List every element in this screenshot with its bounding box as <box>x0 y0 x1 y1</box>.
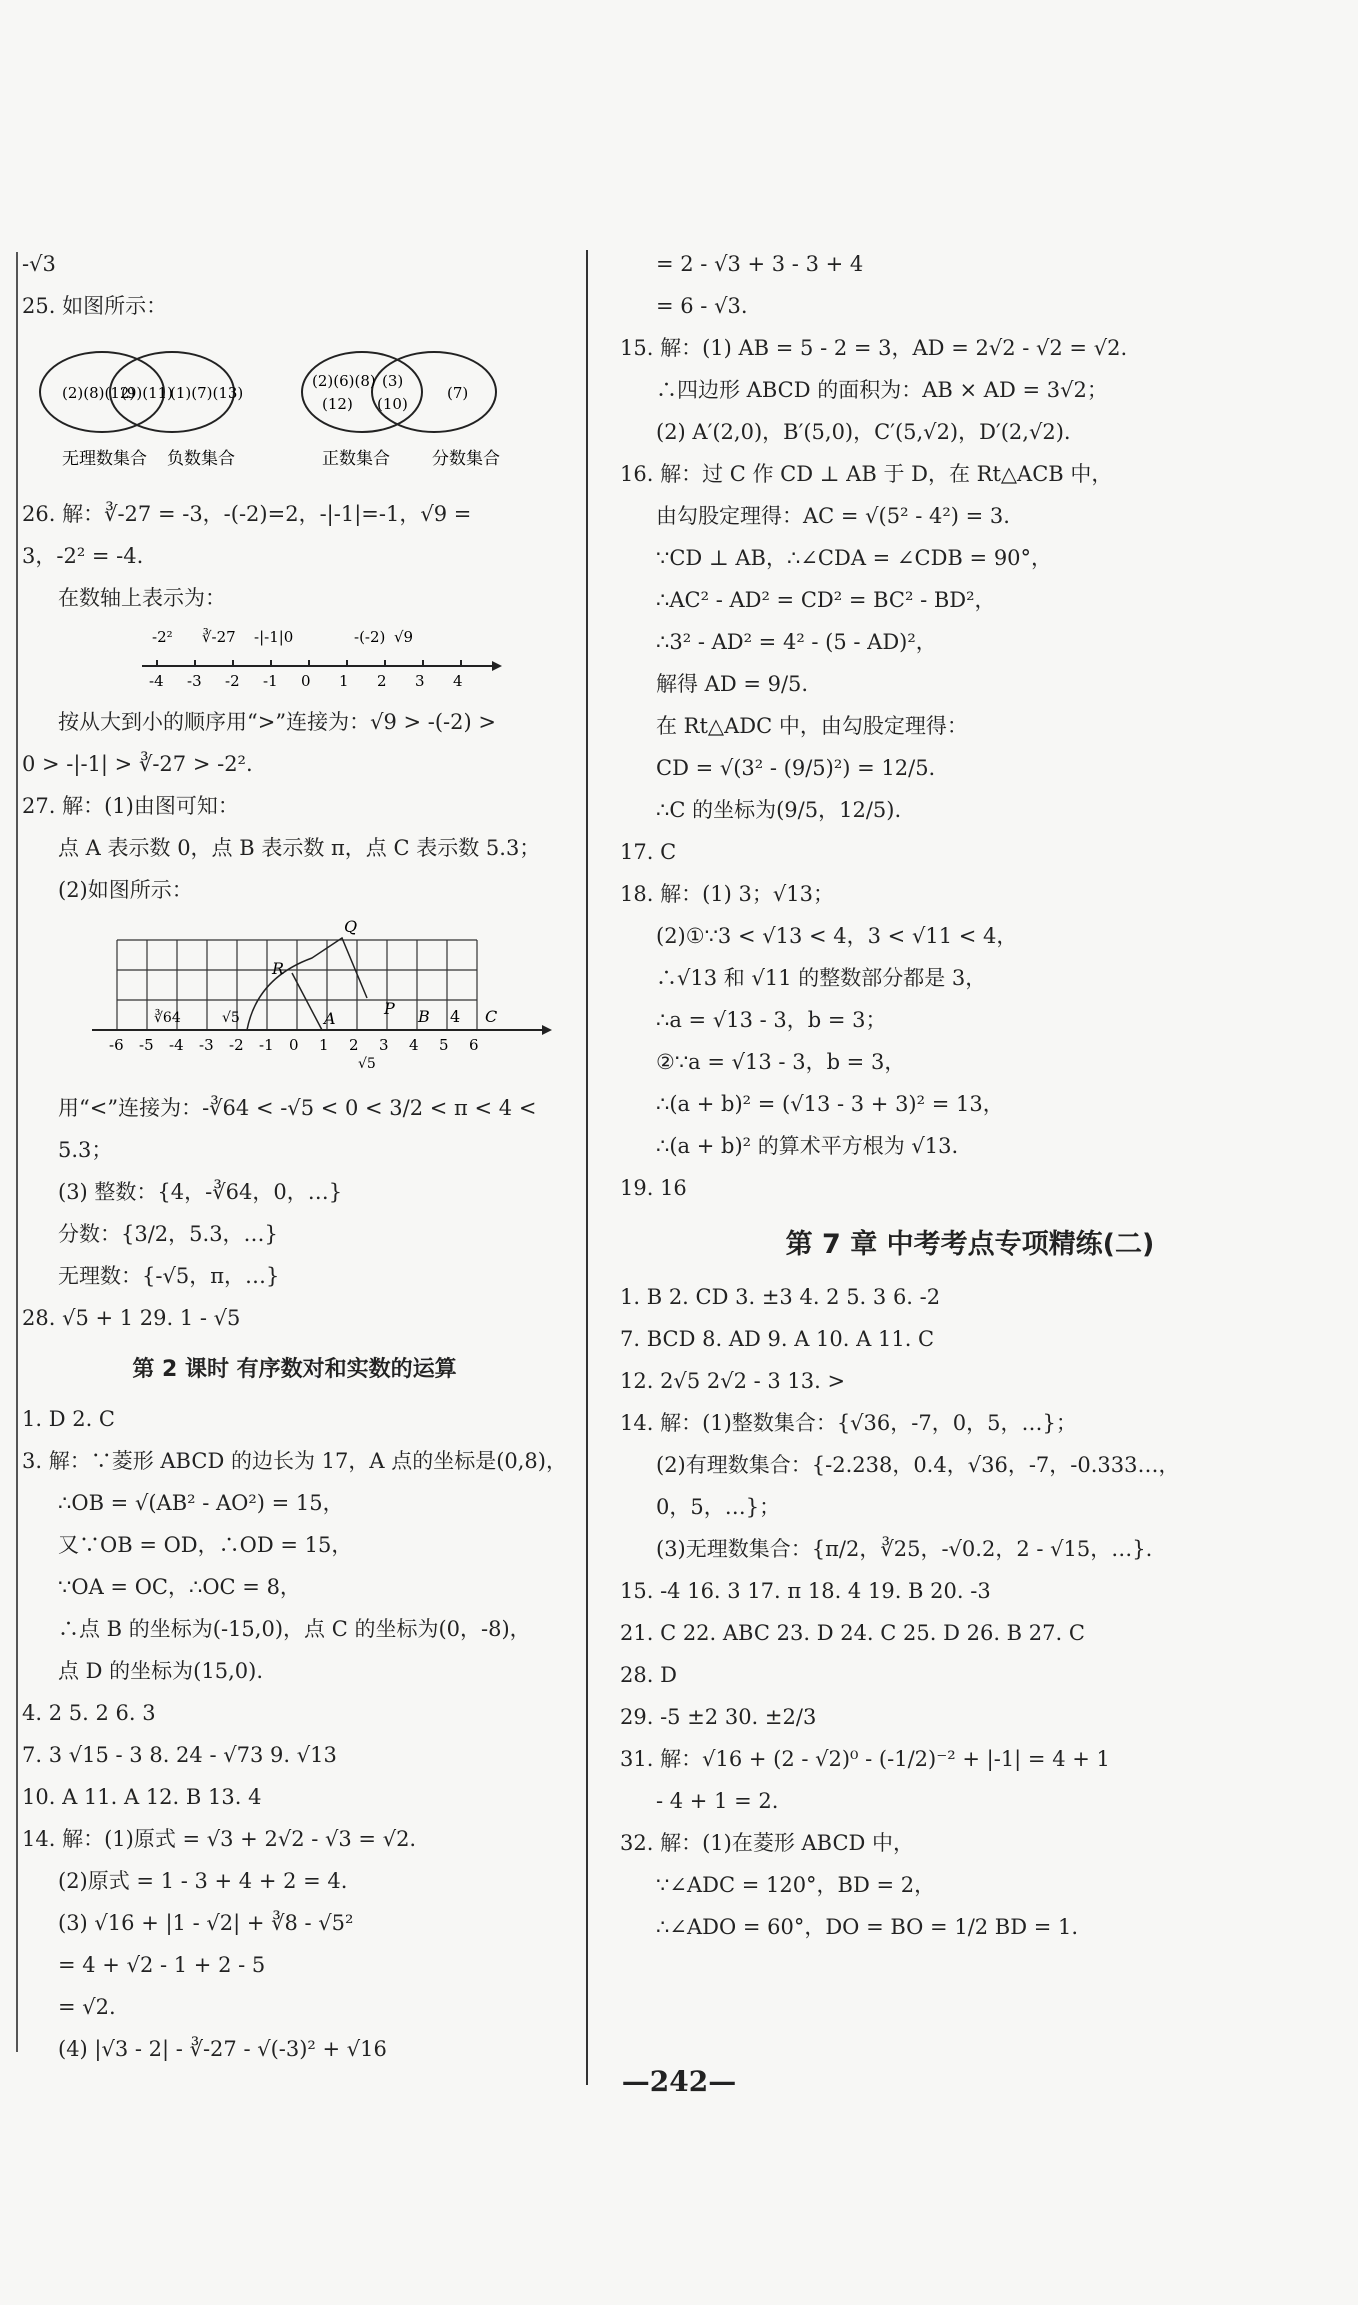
tick-label: 1 <box>319 1036 329 1054</box>
venn-ellipse <box>372 352 496 432</box>
answer-line: ∴点 B 的坐标为(-15,0)，点 C 的坐标为(0，-8)， <box>58 1617 531 1641</box>
venn-svg <box>22 334 562 484</box>
answer-line: 7. BCD 8. AD 9. A 10. A 11. C <box>620 1327 935 1351</box>
answer-line: 5.3； <box>58 1138 113 1162</box>
venn-label: (3) <box>382 372 404 390</box>
answer-line: 18. 解：(1) 3；√13； <box>620 882 834 906</box>
answer-line: = 6 - √3. <box>656 294 748 318</box>
venn-label: (2)(6)(8) <box>312 372 376 390</box>
answer-line: ∵CD ⊥ AB，∴∠CDA = ∠CDB = 90°， <box>656 546 1053 570</box>
answer-line: ∴AC² - AD² = CD² = BC² - BD²， <box>656 588 996 612</box>
tick-label: -2 <box>225 672 240 690</box>
answer-line: 0，5，…}； <box>656 1495 781 1519</box>
answer-line: 在 Rt△ADC 中，由勾股定理得： <box>656 714 968 738</box>
point-label: R <box>272 959 285 978</box>
answer-line: ∵∠ADC = 120°，BD = 2， <box>656 1873 936 1897</box>
tick-label: -1 <box>263 672 278 690</box>
tick-label: 6 <box>469 1036 479 1054</box>
number-line-point-label: ∛-27 <box>202 628 236 646</box>
tick-label: 3 <box>415 672 425 690</box>
answer-line: ∴(a + b)² 的算术平方根为 √13. <box>656 1134 959 1158</box>
answer-line: 14. 解：(1)整数集合：{√36，-7，0，5，…}； <box>620 1411 1077 1435</box>
venn-label: (10) <box>377 395 408 413</box>
margin-rule <box>16 252 18 2052</box>
answer-line: 32. 解：(1)在菱形 ABCD 中， <box>620 1831 915 1855</box>
answer-line: = 4 + √2 - 1 + 2 - 5 <box>58 1953 266 1977</box>
point-label: Q <box>344 918 358 936</box>
tick-label: 2 <box>349 1036 359 1054</box>
arrow-icon <box>542 1025 552 1035</box>
point-label: P <box>384 999 395 1018</box>
answer-line: (3) √16 + |1 - √2| + ∛8 - √5² <box>58 1911 354 1935</box>
answer-line: CD = √(3² - (9/5)²) = 12/5. <box>656 756 936 780</box>
answer-line: (3)无理数集合：{π/2，∛25，-√0.2，2 - √15，…}. <box>656 1537 1153 1561</box>
venn-label: (1)(7)(13) <box>170 384 244 402</box>
answer-line: 由勾股定理得：AC = √(5² - 4²) = 3. <box>656 504 1010 528</box>
answer-line: 29. -5 ±2 30. ±2/3 <box>620 1705 817 1729</box>
answer-line: 7. 3 √15 - 3 8. 24 - √73 9. √13 <box>22 1743 337 1767</box>
number-line-point-label: -2² <box>152 628 173 646</box>
answer-line: 17. C <box>620 840 677 864</box>
number-line-svg <box>22 626 562 692</box>
answer-line: ∴3² - AD² = 4² - (5 - AD)²， <box>656 630 937 654</box>
answer-line: ∴OB = √(AB² - AO²) = 15， <box>58 1491 344 1515</box>
answer-line: 用“<”连接为：-∛64 < -√5 < 0 < 3/2 < π < 4 < <box>58 1096 537 1120</box>
tick-label: -2 <box>229 1036 244 1054</box>
answer-line: = √2. <box>58 1995 116 2019</box>
venn-ellipse <box>302 352 422 432</box>
right-column <box>620 250 1320 1955</box>
answer-line: 1. D 2. C <box>22 1407 116 1431</box>
answer-line: (2)如图所示： <box>58 878 193 902</box>
page-number: —242— <box>621 2065 737 2098</box>
venn-label: (7) <box>447 384 469 402</box>
number-line-point-label: -|-1|0 <box>254 628 294 646</box>
answer-line: - 4 + 1 = 2. <box>656 1789 779 1813</box>
arrow-icon <box>492 661 502 671</box>
answer-line: 无理数：{-√5，π，…} <box>58 1264 280 1288</box>
tick-label: -4 <box>149 672 164 690</box>
answer-line: (3) 整数：{4，-∛64，0，…} <box>58 1180 343 1204</box>
answer-line: 3. 解：∵菱形 ABCD 的边长为 17，A 点的坐标是(0,8)， <box>22 1449 567 1473</box>
number-line-ticks <box>149 660 463 690</box>
answer-line: 0 > -|-1| > ∛-27 > -2². <box>22 752 253 776</box>
answer-line: 1. B 2. CD 3. ±3 4. 2 5. 3 6. -2 <box>620 1285 941 1309</box>
answer-line: 点 A 表示数 0，点 B 表示数 π，点 C 表示数 5.3； <box>58 836 541 860</box>
chapter-heading: 第 7 章 中考考点专项精练(二) <box>785 1229 1155 1260</box>
answer-line: 25. 如图所示： <box>22 294 168 318</box>
construction-arc <box>247 938 367 1030</box>
answer-line: 15. -4 16. 3 17. π 18. 4 19. B 20. -3 <box>620 1579 991 1603</box>
answer-line: 14. 解：(1)原式 = √3 + 2√2 - √3 = √2. <box>22 1827 417 1851</box>
number-line-figure <box>22 626 567 692</box>
tick-label: 4 <box>453 672 463 690</box>
venn-diagrams <box>22 334 567 484</box>
answer-line: 19. 16 <box>620 1176 687 1200</box>
tick-label: -3 <box>187 672 202 690</box>
venn-label: (2)(8)(12) <box>62 384 136 402</box>
number-line-point-label: -(-2) <box>354 628 386 646</box>
point-label: √5 <box>222 1010 240 1026</box>
grid-ticks <box>109 1036 479 1054</box>
answer-line: 26. 解：∛-27 = -3，-(-2)=2，-|-1|=-1，√9 = <box>22 502 472 526</box>
tick-label: 1 <box>339 672 349 690</box>
answer-line: 28. D <box>620 1663 677 1687</box>
answer-line: 12. 2√5 2√2 - 3 13. > <box>620 1369 846 1393</box>
venn-label: (9)(11) <box>121 384 174 402</box>
answer-line: = 2 - √3 + 3 - 3 + 4 <box>656 252 864 276</box>
venn-caption: 无理数集合 <box>62 449 147 469</box>
answer-line: (2)原式 = 1 - 3 + 4 + 2 = 4. <box>58 1869 348 1893</box>
tick-label: 0 <box>301 672 311 690</box>
answer-line: 31. 解：√16 + (2 - √2)⁰ - (-1/2)⁻² + |-1| = 4 + 1 <box>620 1747 1110 1771</box>
grid-number-line-figure <box>22 918 567 1078</box>
tick-label: 0 <box>289 1036 299 1054</box>
tick-label: 3 <box>379 1036 389 1054</box>
tick-label: -6 <box>109 1036 124 1054</box>
column-divider <box>586 250 588 2085</box>
point-label: B <box>418 1007 430 1026</box>
number-line-point-label: √9 <box>394 628 414 646</box>
answer-line: ∴∠ADO = 60°，DO = BO = 1/2 BD = 1. <box>656 1915 1079 1939</box>
answer-line: ∴四边形 ABCD 的面积为：AB × AD = 3√2； <box>656 378 1108 402</box>
answer-line: 28. √5 + 1 29. 1 - √5 <box>22 1306 241 1330</box>
answer-line: ∵OA = OC，∴OC = 8， <box>58 1575 301 1599</box>
answer-line: -√3 <box>22 252 56 276</box>
answer-line: 分数：{3/2，5.3，…} <box>58 1222 278 1246</box>
point-label: C <box>485 1007 498 1026</box>
point-label: 4 <box>450 1007 461 1026</box>
tick-label: -3 <box>199 1036 214 1054</box>
answer-line: ②∵a = √13 - 3，b = 3， <box>656 1050 906 1074</box>
venn-caption: 分数集合 <box>432 449 500 469</box>
answer-line: 3，-2² = -4. <box>22 544 144 568</box>
answer-line: 又∵OB = OD，∴OD = 15， <box>58 1533 353 1557</box>
point-label: A <box>324 1009 336 1028</box>
answer-line: (2)①∵3 < √13 < 4，3 < √11 < 4， <box>656 924 1018 948</box>
answer-line: 4. 2 5. 2 6. 3 <box>22 1701 156 1725</box>
point-label: √5 <box>358 1056 376 1072</box>
answer-line: (2)有理数集合：{-2.238，0.4，√36，-7，-0.333…， <box>656 1453 1180 1477</box>
tick-label: 5 <box>439 1036 449 1054</box>
answer-line: ∴a = √13 - 3，b = 3； <box>656 1008 887 1032</box>
venn-caption: 负数集合 <box>167 449 235 469</box>
tick-label: -5 <box>139 1036 154 1054</box>
answer-line: 27. 解：(1)由图可知： <box>22 794 239 818</box>
venn-caption: 正数集合 <box>322 449 390 469</box>
tick-label: -1 <box>259 1036 274 1054</box>
answer-line: 15. 解：(1) AB = 5 - 2 = 3，AD = 2√2 - √2 = √2. <box>620 336 1128 360</box>
answer-line: (4) |√3 - 2| - ∛-27 - √(-3)² + √16 <box>58 2037 387 2061</box>
section-heading: 第 2 课时 有序数对和实数的运算 <box>132 1357 457 1382</box>
answer-line: 16. 解：过 C 作 CD ⊥ AB 于 D，在 Rt△ACB 中， <box>620 462 1113 486</box>
answer-line: (2) A′(2,0)，B′(5,0)，C′(5,√2)，D′(2,√2). <box>656 420 1071 444</box>
answer-line: 按从大到小的顺序用“>”连接为：√9 > -(-2) > <box>58 710 496 734</box>
grid-svg <box>22 918 562 1078</box>
answer-line: ∴(a + b)² = (√13 - 3 + 3)² = 13， <box>656 1092 1004 1116</box>
answer-line: 在数轴上表示为： <box>58 586 226 610</box>
answer-line: 21. C 22. ABC 23. D 24. C 25. D 26. B 27. C <box>620 1621 1085 1645</box>
tick-label: -4 <box>169 1036 184 1054</box>
tick-label: 2 <box>377 672 387 690</box>
venn-label: (12) <box>322 395 353 413</box>
tick-label: 4 <box>409 1036 419 1054</box>
answer-line: 解得 AD = 9/5. <box>656 672 809 696</box>
point-label: ∛64 <box>154 1010 181 1026</box>
answer-line: ∴√13 和 √11 的整数部分都是 3， <box>656 966 987 990</box>
answer-line: 点 D 的坐标为(15,0). <box>58 1659 264 1683</box>
left-column <box>22 250 567 2077</box>
answer-line: ∴C 的坐标为(9/5，12/5). <box>656 798 902 822</box>
answer-line: 10. A 11. A 12. B 13. 4 <box>22 1785 262 1809</box>
